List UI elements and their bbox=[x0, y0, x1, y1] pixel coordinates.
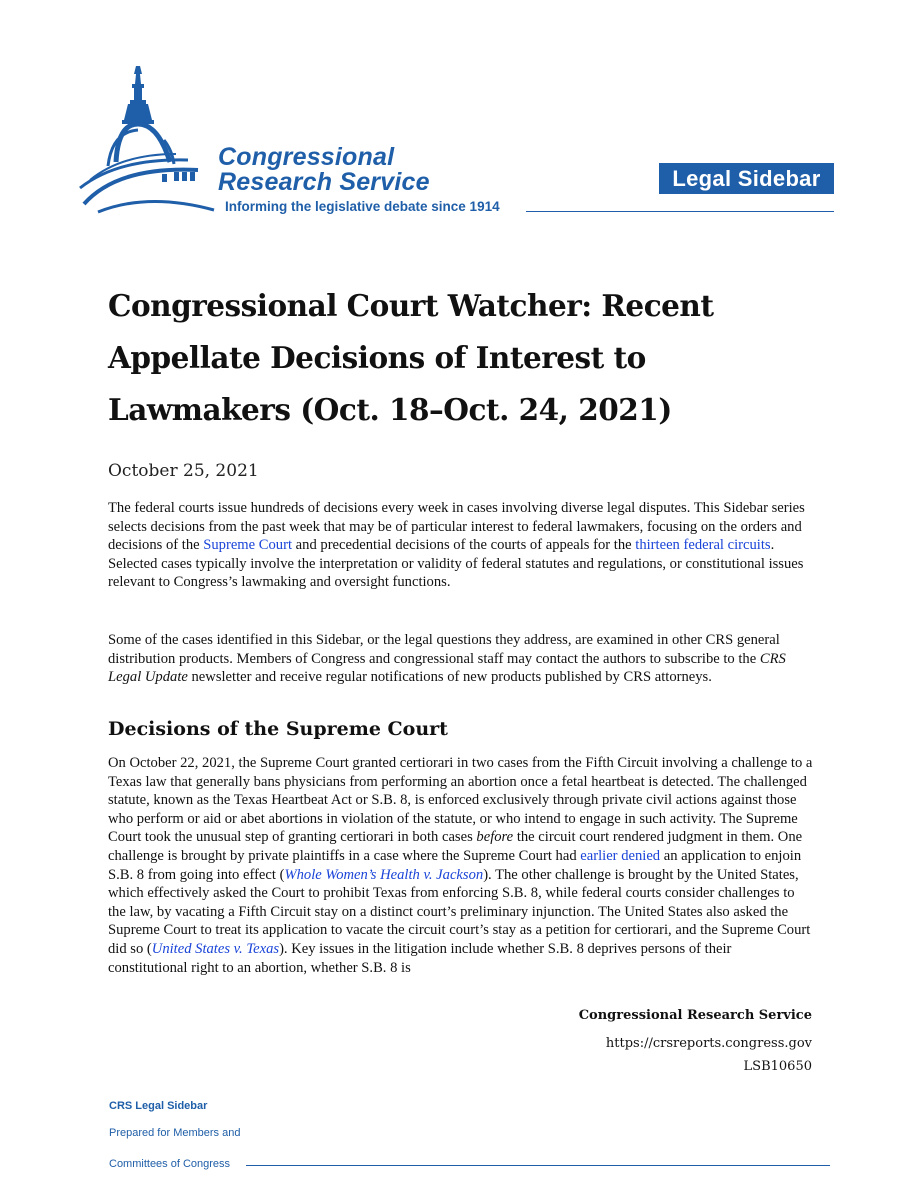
section-heading: Decisions of the Supreme Court bbox=[108, 718, 448, 740]
legal-sidebar-badge: Legal Sidebar bbox=[659, 163, 834, 194]
footer-product: CRS Legal Sidebar bbox=[109, 1100, 208, 1112]
footer-prepared-line2: Committees of Congress bbox=[109, 1158, 231, 1170]
text-span: ). Key issues in the litigation include whether S.B. 8 deprives persons of their constitutional right to an abortion, whether S.B. 8 is bbox=[108, 940, 732, 976]
org-name-line2: Research Service bbox=[218, 168, 430, 196]
whole-womens-health-link[interactable]: Whole Women’s Health v. Jackson bbox=[284, 866, 484, 883]
crs-logo bbox=[78, 62, 548, 222]
text-span: an application to enjoin S.B. 8 from going into effect ( bbox=[108, 847, 802, 883]
united-states-v-texas-link[interactable]: United States v. Texas bbox=[151, 940, 280, 957]
tagline-rule bbox=[526, 211, 834, 212]
text-span: the circuit court rendered judgment in them. One challenge is brought by private plaintiffs in a case where the Supreme Court had bbox=[108, 829, 803, 864]
subscription-paragraph bbox=[108, 631, 814, 687]
text-span: and precedential decisions of the courts of appeals for the bbox=[292, 537, 636, 554]
federal-circuits-link[interactable]: thirteen federal circuits bbox=[635, 537, 771, 554]
footer-rule bbox=[246, 1165, 830, 1166]
document-date: October 25, 2021 bbox=[108, 461, 259, 481]
org-name bbox=[218, 145, 430, 195]
text-span: The federal courts issue hundreds of decisions every week in cases involving diverse legal disputes. This Sidebar series selects decisions from the past week that may be of particular interest to federal lawmakers, focusing on the orders and decisions of the bbox=[108, 500, 805, 554]
supreme-court-link[interactable]: Supreme Court bbox=[203, 537, 293, 554]
footer-org: Congressional Research Service bbox=[578, 1008, 812, 1023]
capitol-dome-icon bbox=[78, 62, 228, 222]
newsletter-name: CRS Legal Update bbox=[108, 650, 786, 686]
text-span: . Selected cases typically involve the interpretation or validity of federal statutes and regulations, or constitutional issues relevant to Congress’s lawmaking and oversight functions. bbox=[108, 537, 804, 591]
earlier-denied-link[interactable]: earlier denied bbox=[580, 847, 661, 864]
org-name-line1: Congressional bbox=[218, 143, 395, 171]
text-span: ). The other challenge is brought by the United States, which effectively asked the Court to prohibit Texas from enforcing S.B. 8, while federal courts consider challenges to the law, by vacating a Fifth Circuit stay on a distinct court’s preliminary injunction. The United States also asked the Supreme Court to treat its application to vacate the circuit court’s stay as a petition for certiorari, and the Supreme Court did so ( bbox=[108, 866, 811, 957]
text-span: On October 22, 2021, the Supreme Court granted certiorari in two cases from the Fifth Circuit involving a challenge to a Texas law that generally bans physicians from performing an abortion once a fetal heartbeat is detected. The challenged statute, known as the Texas Heartbeat Act or S.B. 8, is enforced exclusively through private civil actions against those who perform or aid or abet abortions in violation of the statute, or who intend to engage in such activity. The Supreme Court took the unusual step of granting certiorari in both cases bbox=[108, 755, 813, 846]
supreme-court-paragraph bbox=[108, 754, 814, 977]
text-span: newsletter and receive regular notifications of new products published by CRS attorneys. bbox=[187, 669, 712, 686]
text-span: Some of the cases identified in this Sidebar, or the legal questions they address, are examined in other CRS general distribution products. Members of Congress and congressional staff may contact the authors to subscribe to the bbox=[108, 632, 780, 667]
footer-url[interactable]: https://crsreports.congress.gov bbox=[605, 1036, 812, 1051]
document-title: Congressional Court Watcher: Recent Appellate Decisions of Interest to Lawmakers (Oct. 18–Oct. 24, 2021) bbox=[108, 288, 714, 427]
intro-paragraph bbox=[108, 499, 814, 592]
org-tagline: Informing the legislative debate since 1914 bbox=[225, 199, 500, 214]
footer-code: LSB10650 bbox=[743, 1059, 812, 1074]
footer-prepared-line1: Prepared for Members and bbox=[109, 1127, 241, 1139]
emphasis-before: before bbox=[476, 829, 514, 846]
